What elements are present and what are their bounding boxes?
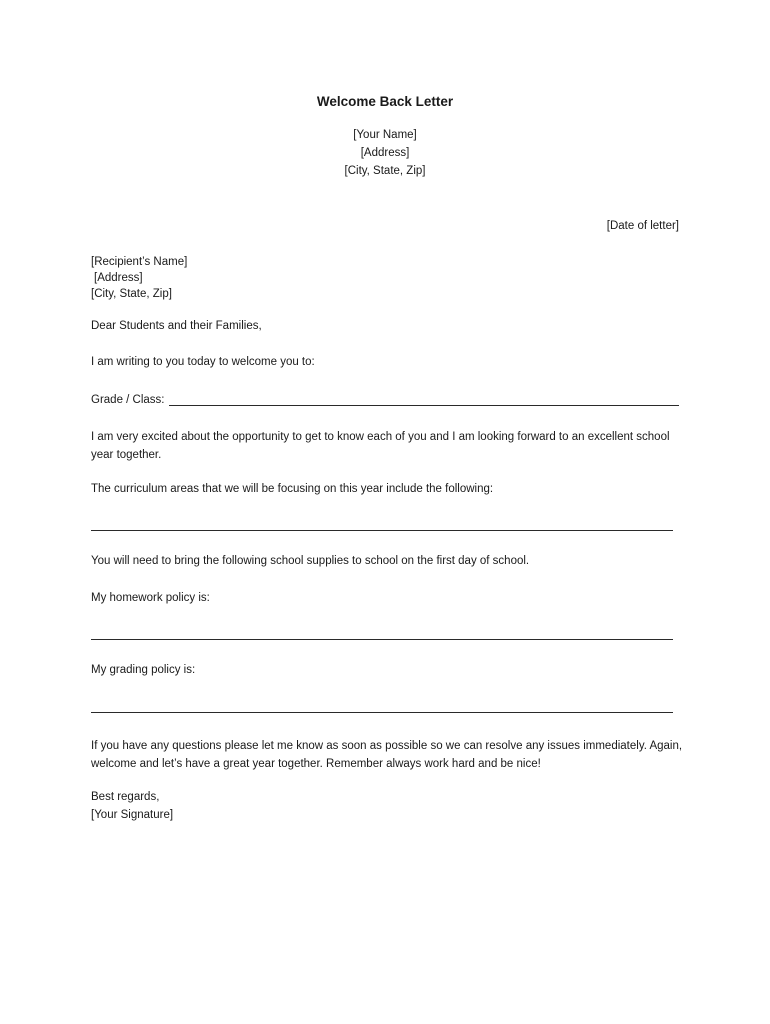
recipient-name: [Recipient’s Name]	[91, 256, 188, 268]
excited-paragraph: I am very excited about the opportunity to get to know each of you and I am looking forward to an excellent school year together.	[91, 431, 670, 461]
grading-policy-text: My grading policy is:	[91, 664, 196, 676]
intro-text: I am writing to you today to welcome you to:	[91, 356, 315, 368]
curriculum-blank-line[interactable]	[91, 530, 673, 531]
sender-name: [Your Name]	[353, 129, 417, 141]
closing-paragraph: If you have any questions please let me know as soon as possible so we can resolve any issues immediately. Again, welcome and let’s have a great year together. Remember always work hard and be nice!	[91, 740, 683, 770]
letter-title: Welcome Back Letter	[316, 94, 454, 109]
letter-date: [Date of letter]	[606, 220, 679, 232]
grade-class-row	[91, 390, 679, 406]
sender-address: [Address]	[360, 147, 410, 159]
signature-placeholder: [Your Signature]	[91, 809, 174, 821]
greeting: Dear Students and their Families,	[91, 320, 262, 332]
grade-class-blank-line[interactable]	[169, 394, 680, 406]
recipient-city-state-zip: [City, State, Zip]	[91, 288, 172, 300]
homework-policy-text: My homework policy is:	[91, 592, 210, 604]
homework-blank-line[interactable]	[91, 639, 673, 640]
supplies-text: You will need to bring the following school supplies to school on the first day of school.	[91, 555, 530, 567]
sender-city-state-zip: [City, State, Zip]	[344, 165, 426, 177]
grade-class-label: Grade / Class:	[91, 394, 165, 406]
recipient-address: [Address]	[94, 272, 143, 284]
curriculum-text: The curriculum areas that we will be focusing on this year include the following:	[91, 483, 494, 495]
grading-blank-line[interactable]	[91, 712, 673, 713]
sign-off: Best regards,	[91, 791, 160, 803]
